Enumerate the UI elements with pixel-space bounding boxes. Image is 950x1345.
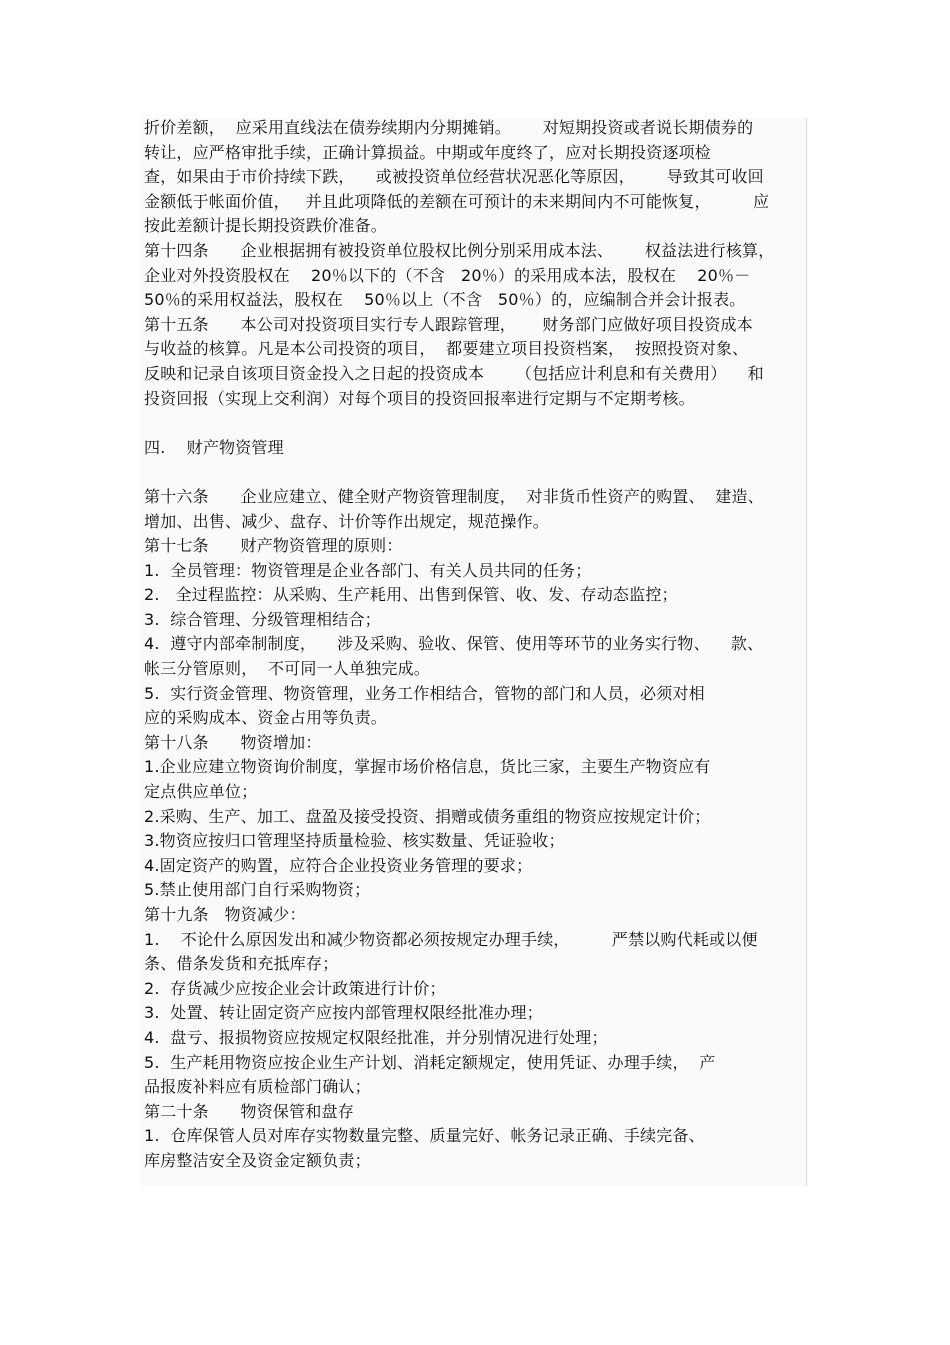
text-line: 帐三分管原则， 不可同一人单独完成。 xyxy=(144,659,430,679)
text-line: 与收益的核算。凡是本公司投资的项目， 都要建立项目投资档案， 按照投资对象、 xyxy=(144,339,749,359)
text-line: 50％的采用权益法，股权在 50％以上（不含 50％）的，应编制合并会计报表。 xyxy=(144,290,746,310)
list-item: 1. 仓库保管人员对库存实物数量完整、质量完好、帐务记录正确、手续完备、 xyxy=(144,1126,705,1146)
article-18-heading: 第十八条 物资增加： xyxy=(144,732,322,752)
list-item: 1. 不论什么原因发出和减少物资都必须按规定办理手续， 严禁以购代耗或以便 xyxy=(144,929,758,949)
text-line: 增加、出售、减少、盘存、计价等作出规定，规范操作。 xyxy=(144,511,550,531)
list-item: 2. 存货减少应按企业会计政策进行计价； xyxy=(144,978,446,998)
list-item: 1. 全员管理：物资管理是企业各部门、有关人员共同的任务； xyxy=(144,560,592,580)
list-item: 3. 综合管理、分级管理相结合； xyxy=(144,609,381,629)
text-line: 反映和记录自该项目资金投入之日起的投资成本 （包括应计利息和有关费用） 和 xyxy=(144,363,764,383)
text-line: 库房整洁安全及资金定额负责； xyxy=(144,1150,371,1170)
article-14-heading: 第十四条 企业根据拥有被投资单位股权比例分别采用成本法、 权益法进行核算， xyxy=(144,240,775,260)
text-line: 转让，应严格审批手续，正确计算损益。中期或年度终了，应对长期投资逐项检 xyxy=(144,142,712,162)
text-line: 企业对外投资股权在 20％以下的（不含 20％）的采用成本法，股权在 20％－ xyxy=(144,265,751,285)
article-16-heading: 第十六条 企业应建立、健全财产物资管理制度， 对非货币性资产的购置、 建造、 xyxy=(144,486,764,506)
article-15-heading: 第十五条 本公司对投资项目实行专人跟踪管理， 财务部门应做好项目投资成本 xyxy=(144,314,753,334)
list-item: 5.禁止使用部门自行采购物资； xyxy=(144,880,371,900)
text-line: 品报废补料应有质检部门确认； xyxy=(144,1077,371,1097)
list-item: 4.固定资产的购置，应符合企业投资业务管理的要求； xyxy=(144,855,533,875)
list-item: 4. 盘亏、报损物资应按规定权限经批准，并分别情况进行处理； xyxy=(144,1027,608,1047)
text-line: 折价差额， 应采用直线法在债券续期内分期摊销。 对短期投资或者说长期债券的 xyxy=(144,118,754,137)
text-line: 投资回报（实现上交利润）对每个项目的投资回报率进行定期与不定期考核。 xyxy=(144,388,695,408)
blank-line xyxy=(144,411,810,436)
list-item: 5. 生产耗用物资应按企业生产计划、消耗定额规定，使用凭证、办理手续， 产 xyxy=(144,1052,716,1072)
text-line: 条、借条发货和充抵库存； xyxy=(144,954,339,974)
blank-line xyxy=(144,460,810,485)
text-line: 按此差额计提长期投资跌价准备。 xyxy=(144,216,388,236)
text-line: 查，如果由于市价持续下跌， 或被投资单位经营状况恶化等原因， 导致其可收回 xyxy=(144,167,764,187)
list-item: 2. 全过程监控：从采购、生产耗用、出售到保管、收、发、存动态监控； xyxy=(144,585,678,605)
list-item: 2.采购、生产、加工、盘盈及接受投资、捐赠或债务重组的物资应按规定计价； xyxy=(144,806,711,826)
list-item: 3. 处置、转让固定资产应按内部管理权限经批准办理； xyxy=(144,1003,543,1023)
section-heading: 四. 财产物资管理 xyxy=(144,437,284,457)
list-item: 4. 遵守内部牵制制度， 涉及采购、验收、保管、使用等环节的业务实行物、 款、 xyxy=(144,634,764,654)
text-line: 定点供应单位； xyxy=(144,782,258,802)
list-item: 1.企业应建立物资询价制度，掌握市场价格信息，货比三家，主要生产物资应有 xyxy=(144,757,711,777)
document-body xyxy=(144,116,810,1174)
list-item: 5. 实行资金管理、物资管理，业务工作相结合，管物的部门和人员，必须对相 xyxy=(144,683,705,703)
article-17-heading: 第十七条 财产物资管理的原则： xyxy=(144,536,403,556)
text-line: 金额低于帐面价值， 并且此项降低的差额在可预计的未来期间内不可能恢复， 应 xyxy=(144,191,770,211)
text-line: 应的采购成本、资金占用等负责。 xyxy=(144,708,388,728)
list-item: 3.物资应按归口管理坚持质量检验、核实数量、凭证验收； xyxy=(144,831,565,851)
article-20-heading: 第二十条 物资保管和盘存 xyxy=(144,1101,354,1121)
article-19-heading: 第十九条 物资减少： xyxy=(144,905,306,924)
